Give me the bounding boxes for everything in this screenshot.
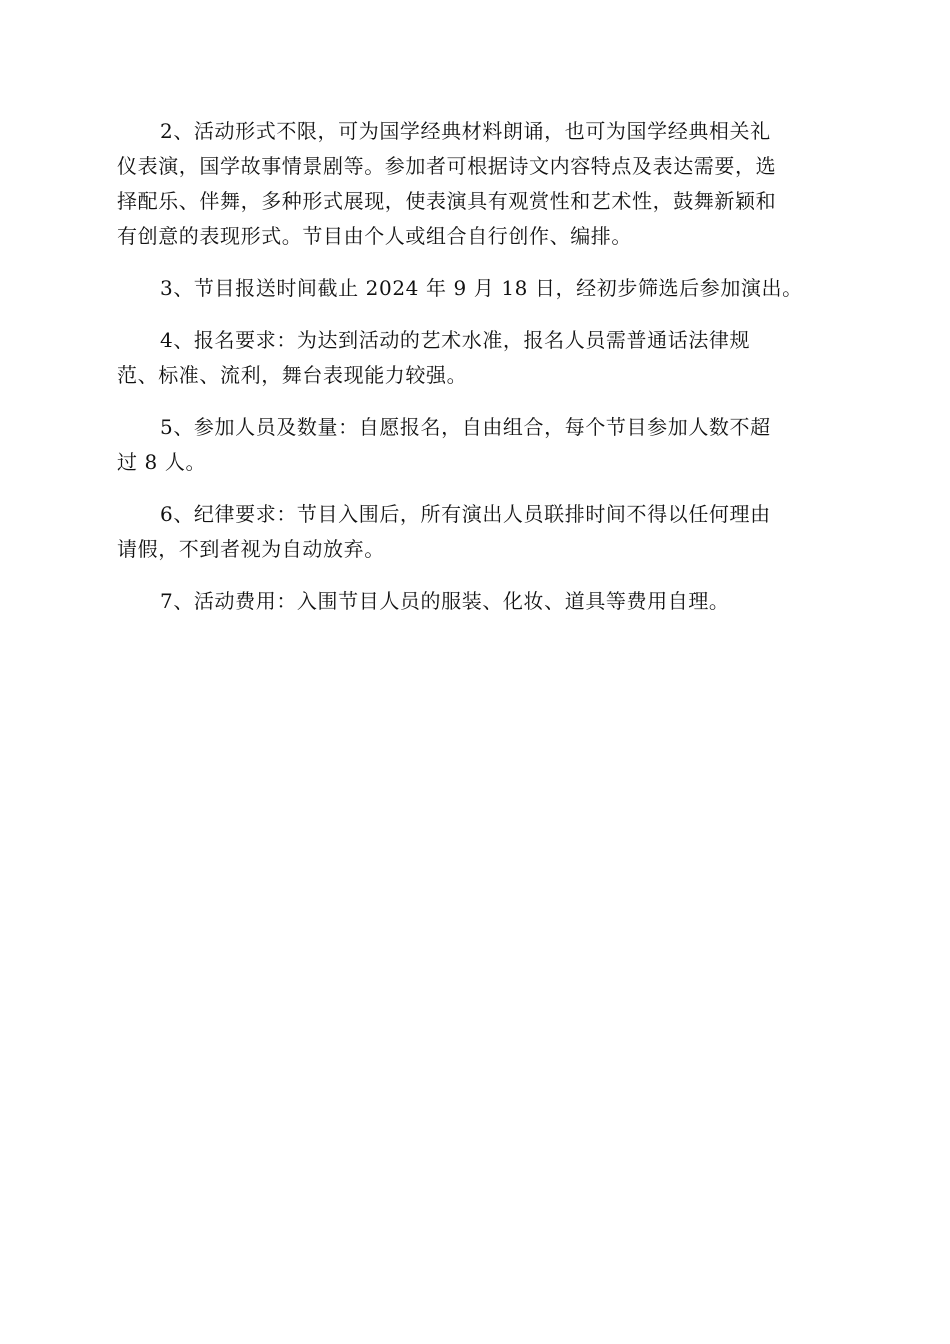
paragraph-line: 仪表演，国学故事情景剧等。参加者可根据诗文内容特点及表达需要，选 bbox=[117, 154, 777, 178]
paragraph-item-3 bbox=[117, 271, 833, 306]
paragraph-line: 3、节目报送时间截止 2024 年 9 月 18 日，经初步筛选后参加演出。 bbox=[160, 276, 803, 300]
paragraph-line: 择配乐、伴舞，多种形式展现，使表演具有观赏性和艺术性，鼓舞新颖和 bbox=[117, 189, 777, 213]
paragraph-line: 5、参加人员及数量：自愿报名，自由组合，每个节目参加人数不超 bbox=[160, 415, 771, 439]
paragraph-line: 过 8 人。 bbox=[117, 450, 207, 474]
document-body bbox=[117, 114, 833, 619]
paragraph-item-2 bbox=[117, 114, 833, 254]
paragraph-item-4 bbox=[117, 323, 833, 393]
paragraph-item-6 bbox=[117, 497, 833, 567]
paragraph-line: 2、活动形式不限，可为国学经典材料朗诵，也可为国学经典相关礼 bbox=[160, 119, 771, 143]
paragraph-line: 6、纪律要求：节目入围后，所有演出人员联排时间不得以任何理由 bbox=[160, 502, 771, 526]
paragraph-item-5 bbox=[117, 410, 833, 480]
paragraph-line: 7、活动费用：入围节目人员的服装、化妆、道具等费用自理。 bbox=[160, 589, 730, 613]
paragraph-item-7 bbox=[117, 584, 833, 619]
paragraph-line: 范、标准、流利，舞台表现能力较强。 bbox=[117, 363, 468, 387]
paragraph-line: 4、报名要求：为达到活动的艺术水准，报名人员需普通话法律规 bbox=[160, 328, 751, 352]
paragraph-line: 请假，不到者视为自动放弃。 bbox=[117, 537, 385, 561]
paragraph-line: 有创意的表现形式。节目由个人或组合自行创作、编排。 bbox=[117, 224, 632, 248]
